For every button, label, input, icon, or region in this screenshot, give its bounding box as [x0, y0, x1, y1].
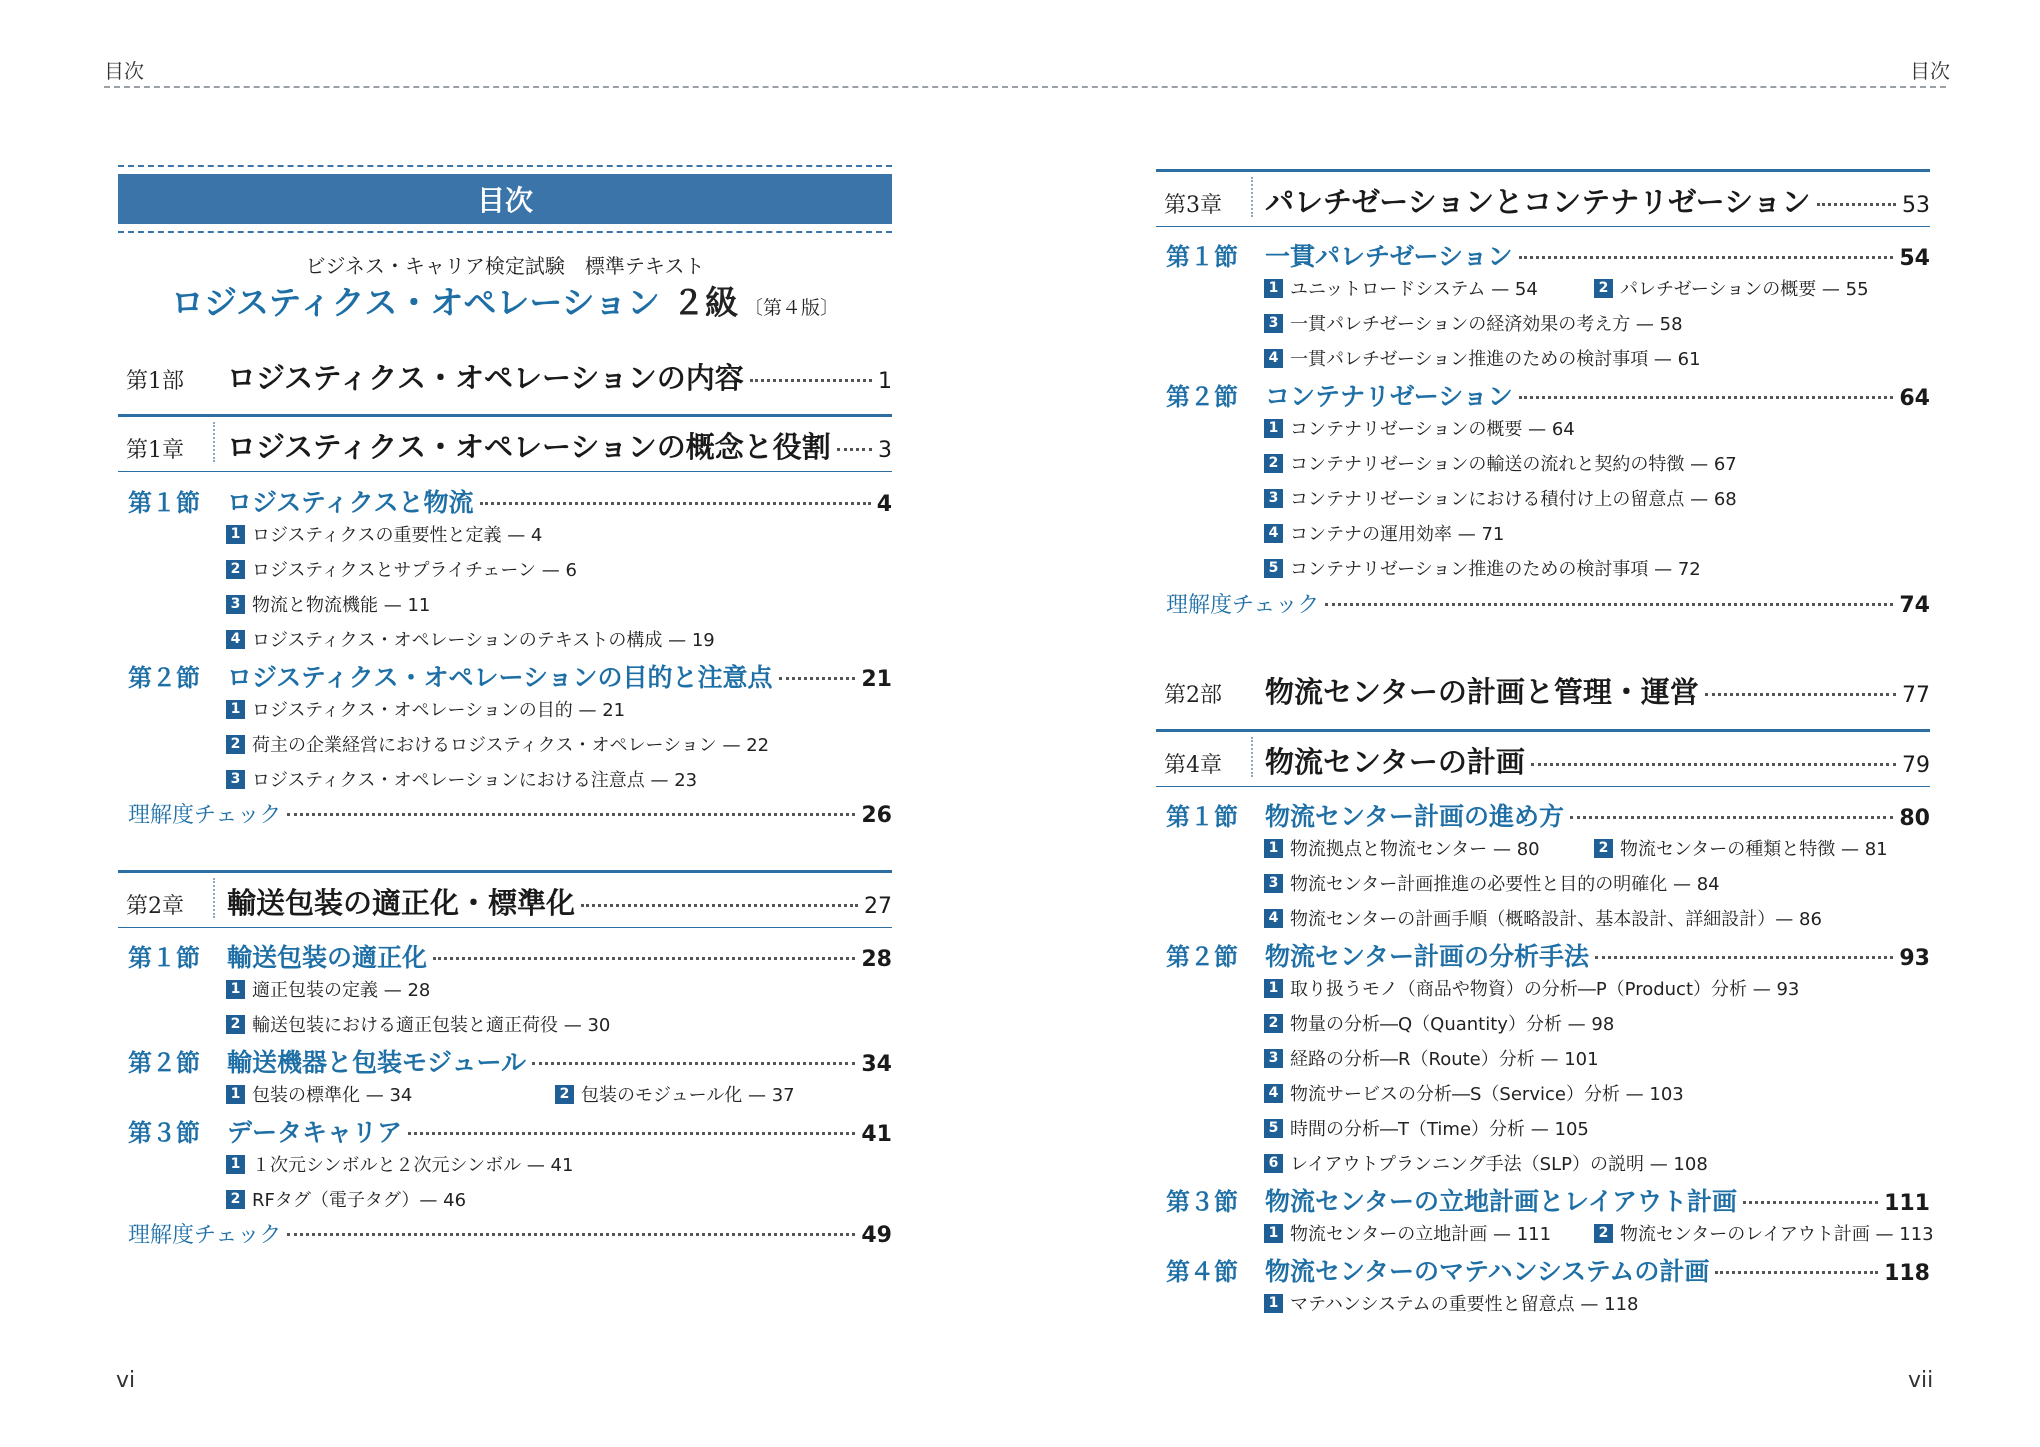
section-entry[interactable] — [128, 658, 892, 694]
subsection-item[interactable] — [1264, 415, 1575, 441]
review-check-title: 理解度チェック — [1166, 593, 1320, 618]
subsection-item[interactable] — [1264, 310, 1683, 336]
page-number: 118 — [1884, 1261, 1930, 1286]
item-text: 物流センターの立地計画 — 111 — [1290, 1224, 1552, 1245]
item-number-badge: 3 — [226, 770, 245, 789]
item-text: 適正包装の定義 — 28 — [252, 980, 431, 1001]
leader-dots — [1715, 1271, 1878, 1274]
section-title: ロジスティクスと物流 — [227, 488, 474, 517]
page-number: 1 — [878, 369, 892, 394]
item-text: 物流と物流機能 — 11 — [252, 595, 431, 616]
item-number-badge: 4 — [1264, 1084, 1283, 1103]
item-number-badge: 3 — [1264, 874, 1283, 893]
subsection-item[interactable] — [1264, 1045, 1599, 1071]
section-title: 輸送包装の適正化 — [227, 943, 428, 972]
part-label: 第1部 — [126, 369, 184, 394]
leader-dots — [287, 1233, 855, 1236]
page-number: 79 — [1902, 753, 1930, 778]
page-number: 49 — [861, 1223, 892, 1248]
item-number-badge: 3 — [1264, 314, 1283, 333]
item-number-badge: 3 — [226, 595, 245, 614]
item-number-badge: 2 — [226, 560, 245, 579]
item-number-badge: 3 — [1264, 1049, 1283, 1068]
item-text: 一貫パレチゼーション推進のための検討事項 — 61 — [1290, 349, 1701, 370]
running-head-left: 目次 — [104, 59, 144, 83]
item-number-badge: 1 — [1264, 279, 1283, 298]
item-text: コンテナリゼーションにおける積付け上の留意点 — 68 — [1290, 489, 1737, 510]
subsection-item[interactable] — [1264, 870, 1720, 896]
item-number-badge: 1 — [226, 1085, 245, 1104]
subsection-item[interactable] — [226, 1151, 573, 1177]
subsection-item[interactable] — [226, 521, 542, 547]
item-number-badge: 2 — [1264, 454, 1283, 473]
page-number: 27 — [864, 894, 892, 919]
item-text: 物流センターの計画手順（概略設計、基本設計、詳細設計）— 86 — [1290, 909, 1822, 930]
section-entry[interactable] — [128, 1113, 892, 1149]
review-check-entry[interactable] — [128, 798, 892, 829]
section-entry[interactable] — [128, 1043, 892, 1079]
item-text: １次元シンボルと２次元シンボル — 41 — [252, 1155, 574, 1176]
section-entry[interactable] — [1166, 237, 1930, 273]
section-entry[interactable] — [1166, 377, 1930, 413]
section-number: 第１節 — [128, 489, 200, 517]
chapter-label: 第4章 — [1164, 753, 1222, 778]
item-text: コンテナリゼーションの輸送の流れと契約の特徴 — 67 — [1290, 454, 1737, 475]
subsection-item[interactable] — [1264, 520, 1504, 546]
item-text: ユニットロードシステム — 54 — [1290, 279, 1538, 300]
subsection-item[interactable] — [226, 556, 577, 582]
chapter-title: ロジスティクス・オペレーションの概念と役割 — [227, 430, 831, 464]
item-text: 包装の標準化 — 34 — [252, 1085, 413, 1106]
item-number-badge: 5 — [1264, 559, 1283, 578]
chapter-2-entry[interactable] — [126, 881, 892, 922]
item-text: RFタグ（電子タグ）— 46 — [252, 1190, 467, 1211]
page-number: 26 — [861, 803, 892, 828]
leader-dots — [1817, 203, 1897, 206]
subsection-item[interactable] — [555, 1081, 795, 1107]
leader-dots — [581, 904, 858, 907]
item-number-badge: 6 — [1264, 1154, 1283, 1173]
chapter-title: 輸送包装の適正化・標準化 — [227, 886, 576, 920]
subsection-item[interactable] — [1264, 975, 1799, 1001]
leader-dots — [287, 813, 855, 816]
page-number: 21 — [861, 667, 892, 692]
subsection-item[interactable] — [226, 766, 697, 792]
header-rule — [104, 86, 1946, 88]
item-number-badge: 1 — [226, 1155, 245, 1174]
section-number: 第３節 — [128, 1119, 200, 1147]
page-number: 4 — [876, 492, 892, 517]
page-number: 80 — [1899, 806, 1930, 831]
leader-dots — [1531, 763, 1896, 766]
subsection-item[interactable] — [226, 591, 430, 617]
section-number: 第２節 — [128, 664, 200, 692]
subsection-item[interactable] — [226, 976, 430, 1002]
page-folio-right: vii — [1908, 1368, 1934, 1393]
section-entry[interactable] — [1166, 1182, 1930, 1218]
leader-dots — [1705, 693, 1896, 696]
item-number-badge: 1 — [1264, 839, 1283, 858]
subsection-item[interactable] — [1264, 555, 1701, 581]
item-text: 経路の分析―R（Route）分析 — 101 — [1290, 1049, 1599, 1070]
item-text: ロジスティクス・オペレーションのテキストの構成 — 19 — [252, 630, 715, 651]
book-title — [118, 277, 892, 324]
item-number-badge: 1 — [226, 700, 245, 719]
item-number-badge: 4 — [1264, 349, 1283, 368]
part-1-entry[interactable] — [126, 356, 892, 397]
chapter-title: パレチゼーションとコンテナリゼーション — [1265, 185, 1811, 219]
chapter-label: 第1章 — [126, 438, 184, 463]
item-text: コンテナリゼーションの概要 — 64 — [1290, 419, 1575, 440]
subsection-item[interactable] — [226, 626, 715, 652]
item-text: ロジスティクスの重要性と定義 — 4 — [252, 525, 543, 546]
section-title: ロジスティクス・オペレーションの目的と注意点 — [227, 663, 773, 692]
item-number-badge: 2 — [226, 735, 245, 754]
subsection-item[interactable] — [1264, 1290, 1638, 1316]
item-text: 物流拠点と物流センター — 80 — [1290, 839, 1540, 860]
section-number: 第１節 — [128, 944, 200, 972]
page-folio-left: vi — [116, 1368, 136, 1393]
item-number-badge: 4 — [226, 630, 245, 649]
review-check-entry[interactable] — [1166, 588, 1930, 619]
page-number: 34 — [861, 1052, 892, 1077]
subsection-item[interactable] — [1264, 485, 1737, 511]
item-text: コンテナの運用効率 — 71 — [1290, 524, 1505, 545]
page-number: 54 — [1899, 246, 1930, 271]
subsection-item[interactable] — [1594, 1220, 1934, 1246]
subsection-item[interactable] — [226, 696, 625, 722]
section-title: 物流センターのマテハンシステムの計画 — [1265, 1257, 1710, 1286]
chapter-label: 第3章 — [1164, 193, 1222, 218]
subsection-item[interactable] — [1264, 1080, 1684, 1106]
page-number: 28 — [861, 947, 892, 972]
book-title-text: ロジスティクス・オペレーション — [170, 283, 661, 322]
page-number: 64 — [1899, 386, 1930, 411]
item-text: 取り扱うモノ（商品や物資）の分析―P（Product）分析 — 93 — [1290, 979, 1800, 1000]
item-number-badge: 1 — [1264, 1224, 1283, 1243]
item-text: レイアウトプランニング手法（SLP）の説明 — 108 — [1290, 1154, 1708, 1175]
item-number-badge: 2 — [1264, 1014, 1283, 1033]
leader-dots — [1519, 396, 1894, 399]
item-number-badge: 2 — [1594, 839, 1613, 858]
section-entry[interactable] — [1166, 797, 1930, 833]
leader-dots — [1570, 816, 1893, 819]
chapter-title: 物流センターの計画 — [1265, 745, 1525, 779]
item-text: 物流センター計画推進の必要性と目的の明確化 — 84 — [1290, 874, 1720, 895]
section-number: 第２節 — [128, 1049, 200, 1077]
book-subtitle: ビジネス・キャリア検定試験 標準テキスト — [305, 254, 705, 278]
section-title: 一貫パレチゼーション — [1265, 242, 1513, 271]
review-check-title: 理解度チェック — [128, 803, 282, 828]
item-number-badge: 2 — [555, 1085, 574, 1104]
page-number: 53 — [1902, 193, 1930, 218]
item-text: 物流センターの種類と特徴 — 81 — [1620, 839, 1888, 860]
item-text: 物流センターのレイアウト計画 — 113 — [1620, 1224, 1934, 1245]
subsection-item[interactable] — [1264, 1010, 1614, 1036]
section-entry[interactable] — [1166, 1252, 1930, 1288]
page-number: 74 — [1899, 593, 1930, 618]
item-text: ロジスティクス・オペレーションにおける注意点 — 23 — [252, 770, 698, 791]
section-number: 第１節 — [1166, 803, 1238, 831]
page-number: 3 — [878, 438, 892, 463]
chapter-label: 第2章 — [126, 894, 184, 919]
item-text: 物量の分析―Q（Quantity）分析 — 98 — [1290, 1014, 1615, 1035]
subsection-item[interactable] — [1264, 275, 1538, 301]
chapter-3-entry[interactable] — [1164, 180, 1930, 221]
item-number-badge: 1 — [1264, 419, 1283, 438]
item-number-badge: 5 — [1264, 1119, 1283, 1138]
section-title: 物流センターの立地計画とレイアウト計画 — [1265, 1187, 1738, 1216]
leader-dots — [750, 379, 872, 382]
item-text: パレチゼーションの概要 — 55 — [1620, 279, 1869, 300]
subsection-item[interactable] — [226, 1081, 412, 1107]
item-number-badge: 1 — [226, 525, 245, 544]
leader-dots — [480, 502, 871, 505]
item-text: マテハンシステムの重要性と留意点 — 118 — [1290, 1294, 1639, 1315]
section-title: 物流センター計画の分析手法 — [1265, 942, 1590, 971]
subsection-item[interactable] — [1594, 275, 1869, 301]
leader-dots — [1595, 956, 1893, 959]
part-title: 物流センターの計画と管理・運営 — [1265, 675, 1699, 709]
page-number: 93 — [1899, 946, 1930, 971]
part-title: ロジスティクス・オペレーションの内容 — [227, 361, 744, 395]
item-number-badge: 2 — [1594, 279, 1613, 298]
item-text: 時間の分析―T（Time）分析 — 105 — [1290, 1119, 1589, 1140]
item-text: 物流サービスの分析―S（Service）分析 — 103 — [1290, 1084, 1684, 1105]
item-number-badge: 2 — [226, 1015, 245, 1034]
leader-dots — [1743, 1201, 1878, 1204]
item-text: ロジスティクスとサプライチェーン — 6 — [252, 560, 577, 581]
section-number: 第４節 — [1166, 1258, 1238, 1286]
leader-dots — [408, 1132, 855, 1135]
leader-dots — [532, 1062, 855, 1065]
subsection-item[interactable] — [1264, 1220, 1551, 1246]
subsection-item[interactable] — [1264, 835, 1540, 861]
section-title: 輸送機器と包装モジュール — [227, 1048, 527, 1077]
book-edition: 〔第４版〕 — [744, 297, 840, 319]
subsection-item[interactable] — [1264, 1115, 1589, 1141]
book-grade: ２級 — [672, 283, 739, 322]
item-text: コンテナリゼーション推進のための検討事項 — 72 — [1290, 559, 1701, 580]
section-number: 第２節 — [1166, 383, 1238, 411]
subsection-item[interactable] — [226, 731, 769, 757]
item-text: ロジスティクス・オペレーションの目的 — 21 — [252, 700, 626, 721]
section-entry[interactable] — [128, 938, 892, 974]
item-number-badge: 3 — [1264, 489, 1283, 508]
section-entry[interactable] — [1166, 937, 1930, 973]
item-number-badge: 1 — [1264, 1294, 1283, 1313]
item-number-badge: 4 — [1264, 524, 1283, 543]
section-title: コンテナリゼーション — [1265, 382, 1513, 411]
page-number: 77 — [1902, 683, 1930, 708]
section-title: 物流センター計画の進め方 — [1265, 802, 1565, 831]
section-number: 第１節 — [1166, 243, 1238, 271]
subsection-item[interactable] — [1264, 450, 1737, 476]
subsection-item[interactable] — [1264, 345, 1701, 371]
item-text: 包装のモジュール化 — 37 — [581, 1085, 795, 1106]
running-head-right: 目次 — [1910, 59, 1950, 83]
subsection-item[interactable] — [226, 1186, 466, 1212]
item-number-badge: 2 — [1594, 1224, 1613, 1243]
section-entry[interactable] — [128, 483, 892, 519]
toc-banner: 目次 — [118, 174, 892, 224]
page-number: 111 — [1884, 1191, 1930, 1216]
chapter-1-entry[interactable] — [126, 425, 892, 466]
item-text: 輸送包装における適正包装と適正荷役 — 30 — [252, 1015, 611, 1036]
leader-dots — [837, 448, 872, 451]
review-check-entry[interactable] — [128, 1218, 892, 1249]
subsection-item[interactable] — [1264, 1150, 1708, 1176]
section-title: データキャリア — [227, 1118, 403, 1147]
chapter-4-entry[interactable] — [1164, 740, 1930, 781]
item-number-badge: 1 — [226, 980, 245, 999]
part-label: 第2部 — [1164, 683, 1222, 708]
leader-dots — [779, 677, 856, 680]
section-number: 第３節 — [1166, 1188, 1238, 1216]
item-text: 荷主の企業経営におけるロジスティクス・オペレーション — 22 — [252, 735, 770, 756]
section-number: 第２節 — [1166, 943, 1238, 971]
item-text: 一貫パレチゼーションの経済効果の考え方 — 58 — [1290, 314, 1683, 335]
subsection-item[interactable] — [1594, 835, 1888, 861]
leader-dots — [433, 957, 855, 960]
leader-dots — [1325, 603, 1893, 606]
review-check-title: 理解度チェック — [128, 1223, 282, 1248]
subsection-item[interactable] — [226, 1011, 610, 1037]
subsection-item[interactable] — [1264, 905, 1822, 931]
item-number-badge: 4 — [1264, 909, 1283, 928]
item-number-badge: 1 — [1264, 979, 1283, 998]
leader-dots — [1519, 256, 1894, 259]
page-number: 41 — [861, 1122, 892, 1147]
item-number-badge: 2 — [226, 1190, 245, 1209]
part-2-entry[interactable] — [1164, 670, 1930, 711]
